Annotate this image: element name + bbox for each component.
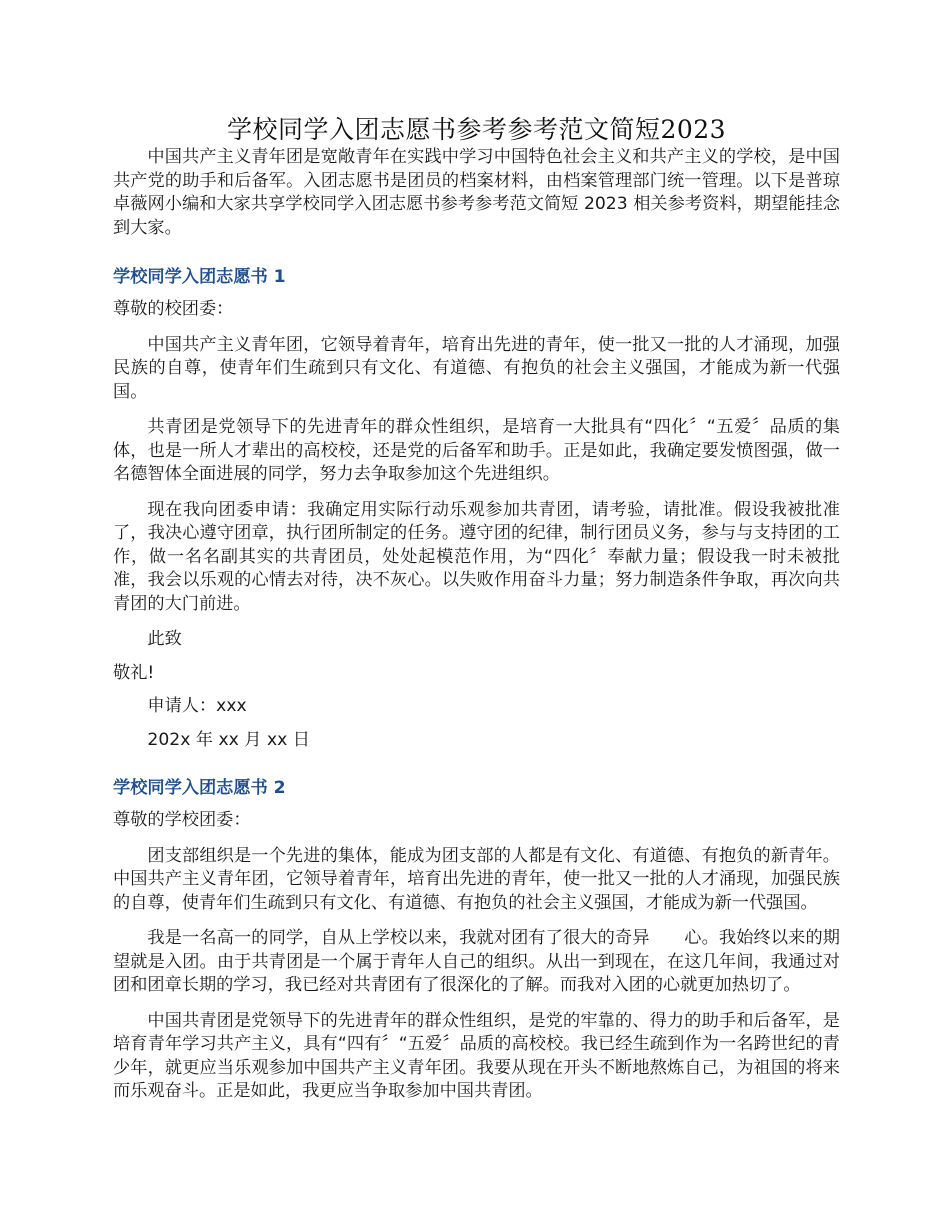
section-2-paragraph: 团支部组织是一个先进的集体，能成为团支部的人都是有文化、有道德、有抱负的新青年。中国共产主义青年团，它领导着青年，培育出先进的青年，使一批又一批的人才涌现，加强民族的自尊，使青年们生疏到只有文化、有道德、有抱负的社会主义强国，才能成为新一代强国。	[113, 845, 840, 913]
section-1-paragraph: 现在我向团委申请：我确定用实际行动乐观参加共青团，请考验，请批准。假设我被批准了，我决心遵守团章，执行团所制定的任务。遵守团的纪律，制行团员义务，参与与支持团的工作，做一名名副其实的共青团员，处处起模范作用，为“四化〞奉献力量；假设我一时未被批准，我会以乐观的心情去对待，决不灰心。以失败作用奋斗力量；努力制造条件争取，再次向共青团的大门前进。	[113, 499, 840, 614]
section-1-paragraph: 中国共产主义青年团，它领导着青年，培育出先进的青年，使一批又一批的人才涌现，加强民族的自尊，使青年们生疏到只有文化、有道德、有抱负的社会主义强国，才能成为新一代强国。	[113, 334, 840, 402]
section-1-date: 202x 年 xx 月 xx 日	[147, 729, 310, 750]
section-2-paragraph: 中国共青团是党领导下的先进青年的群众性组织，是党的牢靠的、得力的助手和后备军，是培育青年学习共产主义，具有“四有〞“五爱〞品质的高校校。我已经生疏到作为一名跨世纪的青少年，就更应当乐观参加中国共产主义青年团。我要从现在开头不断地熬炼自己，为祖国的将来而乐观奋斗。正是如此，我更应当争取参加中国共青团。	[113, 1010, 840, 1101]
section-2-paragraph: 我是一名高一的同学，自从上学校以来，我就对团有了很大的奇异 心。我始终以来的期望就是入团。由于共青团是一个属于青年人自己的组织。从出一到现在，在这几年间，我通过对团和团章长期的学习，我已经对共青团有了很深化的了解。而我对入团的心就更加热切了。	[113, 928, 840, 995]
document-title: 学校同学入团志愿书参考参考范文简短2023	[226, 115, 727, 144]
intro-paragraph: 中国共产主义青年团是宽敞青年在实践中学习中国特色社会主义和共产主义的学校，是中国共产党的助手和后备军。入团志愿书是团员的档案材料，由档案管理部门统一管理。以下是普琼卓薇网小编和大家共享学校同学入团志愿书参考参考范文简短 2023 相关参考资料，期望能挂念到大家。	[113, 147, 840, 238]
section-1-closing: 此致	[147, 629, 182, 649]
section-1-heading: 学校同学入团志愿书 1	[113, 267, 286, 287]
section-1-paragraph: 共青团是党领导下的先进青年的群众性组织，是培育一大批具有“四化〞“五爱〞品质的集体，也是一所人才辈出的高校校，还是党的后备军和助手。正是如此，我确定要发愤图强，做一名德智体全面进展的同学，努力去争取参加这个先进组织。	[113, 417, 840, 484]
section-1-applicant: 申请人：xxx	[147, 696, 247, 716]
section-1-regards: 敬礼!	[113, 662, 155, 683]
section-1-salutation: 尊敬的校团委：	[113, 299, 234, 319]
document-page	[113, 112, 840, 1104]
section-2-heading: 学校同学入团志愿书 2	[113, 778, 286, 798]
section-2-salutation: 尊敬的学校团委：	[113, 810, 251, 830]
